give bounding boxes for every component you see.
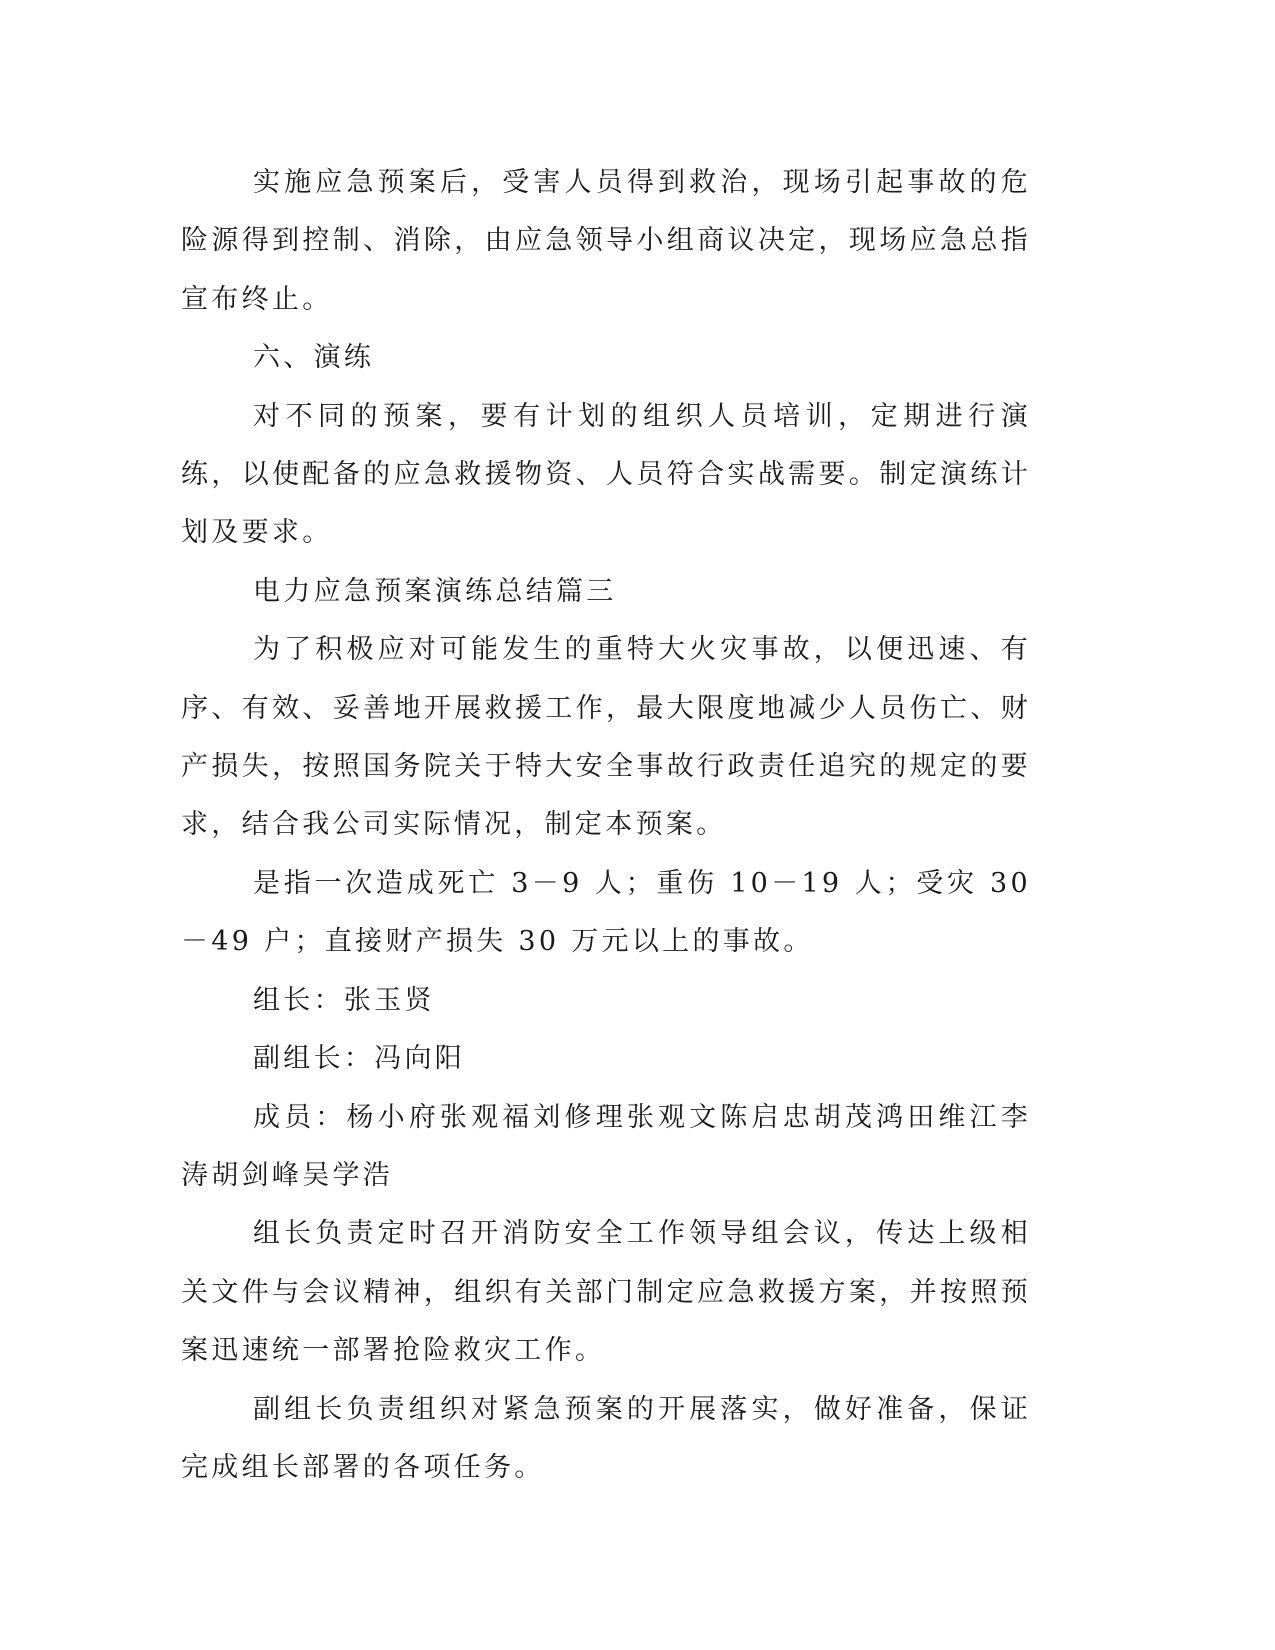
paragraph-group-leader: 组长：张玉贤: [253, 984, 435, 1016]
heading-drill: 六、演练: [253, 342, 375, 374]
paragraph-members: 成员：杨小府张观福刘修理张观文陈启忠胡茂鸿田维江李涛胡剑峰吴学浩: [181, 1101, 1031, 1191]
paragraph-deputy-leader: 副组长：冯向阳: [253, 1043, 466, 1075]
paragraph-termination: 实施应急预案后，受害人员得到救治，现场引起事故的危险源得到控制、消除，由应急领导小组商议决定，现场应急总指宣布终止。: [181, 167, 1031, 315]
heading-summary-part-three: 电力应急预案演练总结篇三: [253, 575, 617, 607]
paragraph-purpose: 为了积极应对可能发生的重特大火灾事故，以便迅速、有序、有效、妥善地开展救援工作，最大限度地减少人员伤亡、财产损失，按照国务院关于特大安全事故行政责任追究的规定的要求，结合我公司实际情况，制定本预案。: [181, 634, 1031, 841]
paragraph-leader-duties: 组长负责定时召开消防安全工作领导组会议，传达上级相关文件与会议精神，组织有关部门制定应急救援方案，并按照预案迅速统一部署抢险救灾工作。: [181, 1218, 1031, 1367]
paragraph-deputy-duties: 副组长负责组织对紧急预案的开展落实，做好准备，保证完成组长部署的各项任务。: [181, 1393, 1031, 1483]
document-body: [181, 154, 1031, 1497]
paragraph-accident-definition: 是指一次造成死亡 3－9 人；重伤 10－19 人；受灾 30－49 户；直接财产损失 30 万元以上的事故。: [181, 867, 1031, 958]
paragraph-drill-plan: 对不同的预案，要有计划的组织人员培训，定期进行演练，以使配备的应急救援物资、人员符合实战需要。制定演练计划及要求。: [181, 400, 1031, 549]
